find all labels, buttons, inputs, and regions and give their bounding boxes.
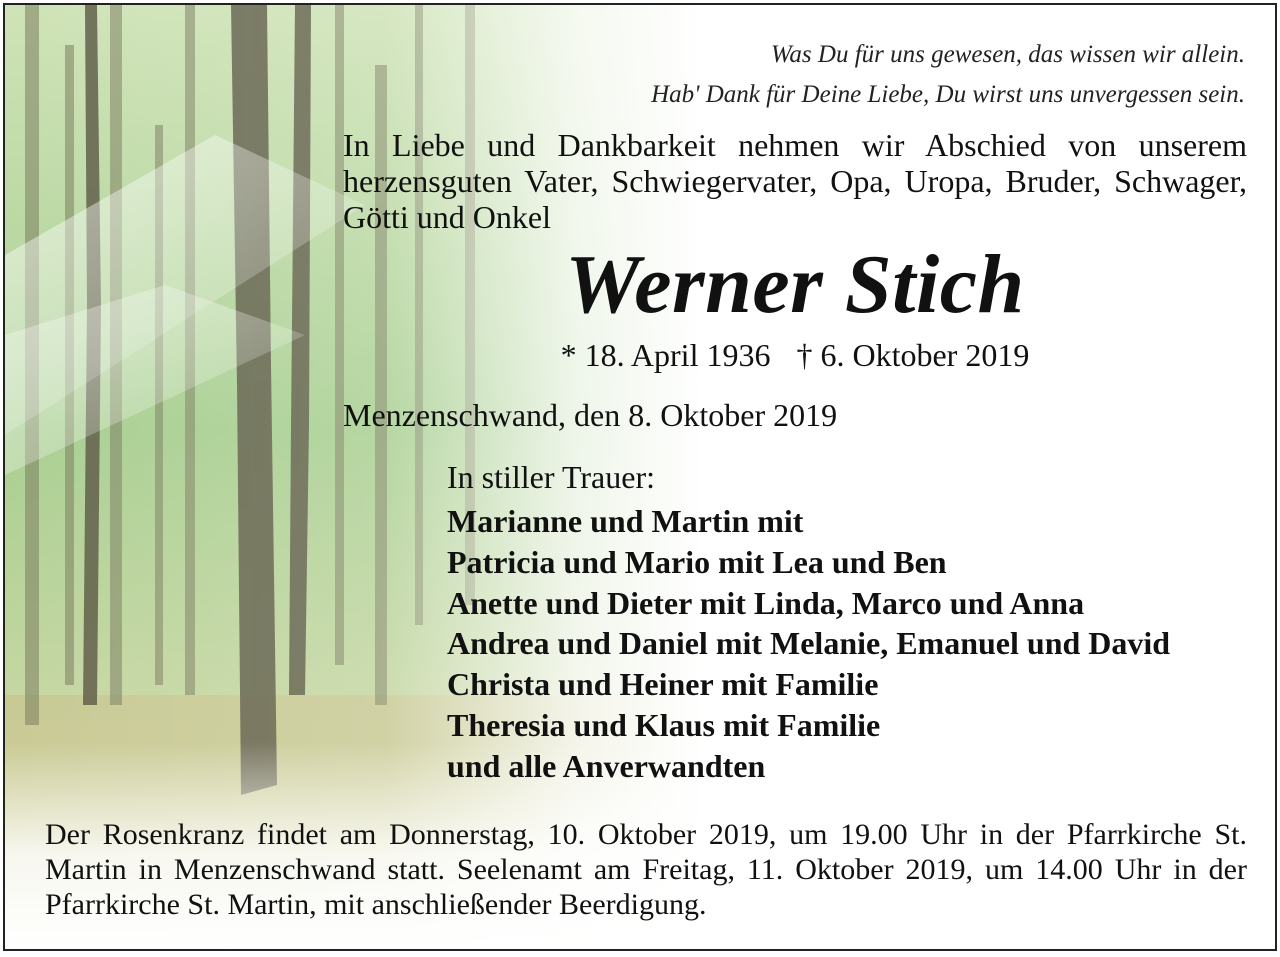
mourning-heading: In stiller Trauer: xyxy=(447,459,655,495)
life-dates xyxy=(343,335,1247,375)
service-notice: Der Rosenkranz findet am Donnerstag, 10. Oktober 2019, um 19.00 Uhr in der Pfarrkirche St. Martin in Menzenschwand statt. Seelenamt am Freitag, 11. Oktober 2019, um 14.00 Uhr in der Pfarrkirche St. Martin, mit anschließender Beerdigung. xyxy=(45,818,1247,921)
mourner-line: Patricia und Mario mit Lea und Ben xyxy=(447,543,947,580)
quote-line-2: Hab' Dank für Deine Liebe, Du wirst uns unvergessen sein. xyxy=(651,81,1245,108)
mourner-line: Marianne und Martin mit xyxy=(447,503,804,539)
mourner-line: Andrea und Daniel mit Melanie, Emanuel und David xyxy=(447,625,1171,662)
deceased-name: Werner Stich xyxy=(565,238,1025,331)
birth-date: * 18. April 1936 xyxy=(560,337,771,373)
obituary-card xyxy=(3,3,1277,951)
mourners-list xyxy=(447,501,1170,787)
farewell-intro-text: In Liebe und Dankbarkeit nehmen wir Abschied von unserem herzensguten Vater, Schwiegervater, Opa, Uropa, Bruder, Schwager, Götti und Onkel xyxy=(343,127,1247,235)
death-date: † 6. Oktober 2019 xyxy=(796,337,1030,373)
mourner-line: Anette und Dieter mit Linda, Marco und Anna xyxy=(447,584,1085,621)
mourner-line: und alle Anverwandten xyxy=(447,747,766,784)
mourner-line: Christa und Heiner mit Familie xyxy=(447,666,879,703)
quote-line-1: Was Du für uns gewesen, das wissen wir allein. xyxy=(770,41,1245,68)
mourner-line: Theresia und Klaus mit Familie xyxy=(447,706,881,743)
memorial-quote xyxy=(525,35,1245,115)
place-and-date: Menzenschwand, den 8. Oktober 2019 xyxy=(343,397,838,433)
